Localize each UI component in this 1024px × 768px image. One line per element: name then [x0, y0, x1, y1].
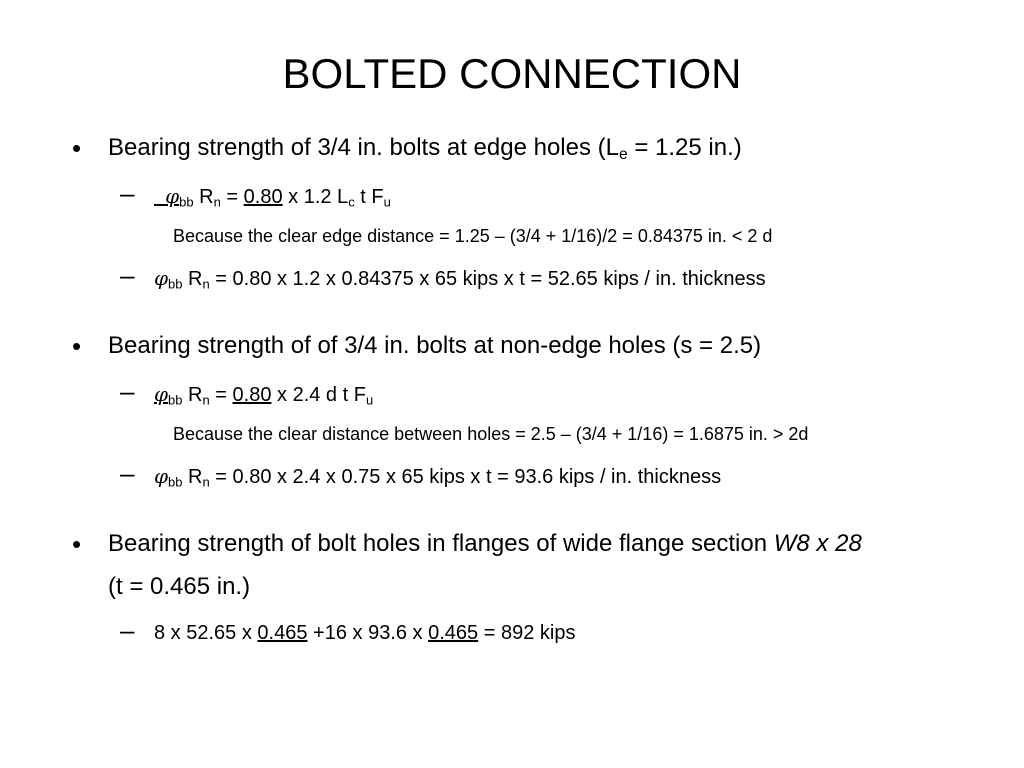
bullet-dot: • [72, 529, 82, 559]
dash-glyph: – [120, 615, 135, 645]
section-designation: W8 x 28 [773, 530, 862, 557]
bullet-dot: • [72, 133, 82, 163]
formula-text: $\varphi_{bb}$ $R_n = 0.80$ x 2.4 x 0.75 x 65 kips x t = 93.6 kips / in. thickness [154, 464, 722, 490]
bullet-dot: • [72, 331, 82, 361]
bullet-text: Bearing strength of of 3/4 in. bolts at non-edge holes (s = 2.5) [108, 332, 762, 359]
slide-title: BOLTED CONNECTION [282, 50, 742, 97]
dash-glyph: – [120, 376, 135, 406]
bullet-text: Bearing strength of 3/4 in. bolts at edge holes ($L_e = 1.25$ in.) [108, 134, 742, 163]
formula-text: $\varphi_{bb}$ $R_n = 0.80$ x 2.4 d t $F_u$ [154, 382, 374, 408]
note-hole-spacing: Because the clear distance between holes = 2.5 – (3/4 + 1/16) = 1.6875 in. > 2d [173, 424, 809, 444]
bullet-text-continued: (t = 0.465 in.) [108, 573, 251, 600]
formula-text: $\varphi_{bb}$ $R_n = 0.80$ x 1.2 x 0.84375 x 65 kips x t = 52.65 kips / in. thickness [154, 266, 766, 292]
note-edge-distance: Because the clear edge distance = 1.25 – (3/4 + 1/16)/2 = 0.84375 in. < 2 d [173, 226, 773, 246]
dash-glyph: – [120, 260, 135, 290]
dash-glyph: – [120, 178, 135, 208]
formula-text: 8 x 52.65 x 0.465 +16 x 93.6 x 0.465 = 892 kips [154, 622, 576, 644]
bullet-text: Bearing strength of bolt holes in flanges of wide flange section W8 x 28 [108, 530, 862, 557]
dash-glyph: – [120, 458, 135, 488]
formula-text: $\varphi_{bb}$ $R_n = 0.80$ x 1.2 $L_c$ t $F_u$ [165, 184, 391, 210]
